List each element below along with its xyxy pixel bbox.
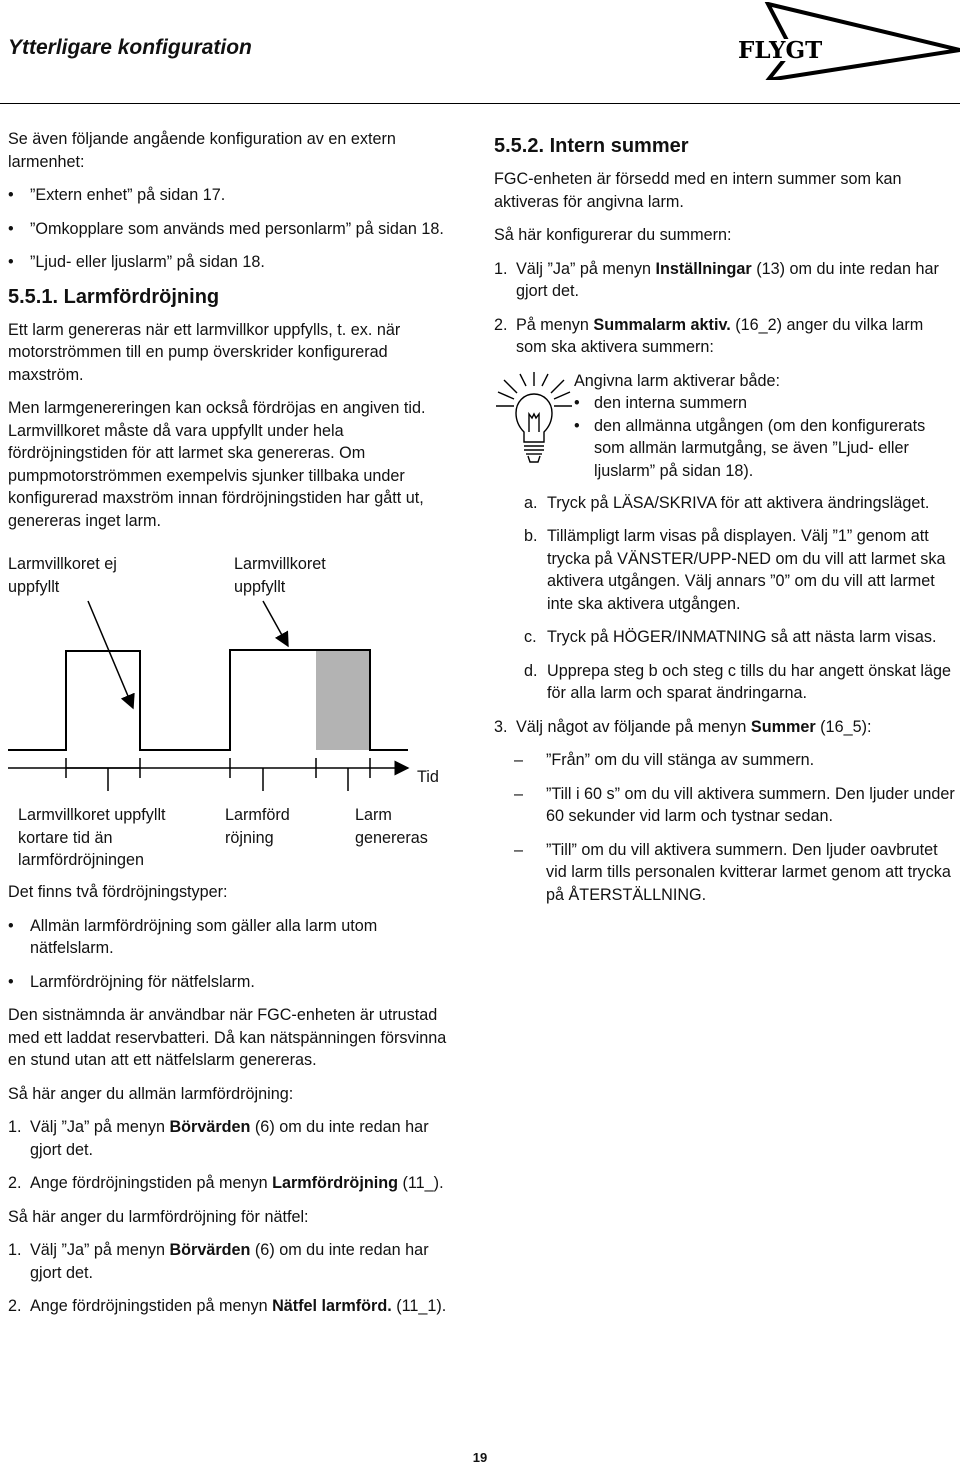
label-delay: Larmförd röjning [225,806,290,847]
note-bullet: • den interna summern [574,392,954,415]
step-item: 3. Välj något av följande på menyn Summer (16_5): [494,717,872,736]
reference-item: • ”Ljud- eller ljuslarm” på sidan 18. [8,251,463,274]
delay-type-item: • Allmän larmfördröjning som gäller alla larm utom nätfelslarm. [8,915,463,960]
alarm-delay-diagram [8,543,463,873]
paragraph: Så här anger du larmfördröjning för nätfel: [8,1207,309,1226]
left-column [8,128,463,1329]
reference-item: • ”Extern enhet” på sidan 17. [8,184,463,207]
flygt-logo [728,2,960,80]
paragraph: Men larmgenereringen kan också fördröjas en angiven tid. Larmvillkoret måste då vara uppfyllt under hela fördröjningstiden för att larmet ska genereras. Om pumpmotorströmmen exempelvis sjunker tillbaka under konfigurerad maxström innan fördröjningstiden har gått ut, genereras inget larm. [8,399,426,530]
paragraph: Det finns två fördröjningstyper: [8,883,228,901]
note-text [574,370,954,483]
paragraph: Så här konfigurerar du summern: [494,226,732,244]
paragraph: Ett larm genereras när ett larmvillkor uppfylls, t. ex. när motorströmmen till en pump överskrider konfigurerad maxström. [8,320,401,384]
paragraph: Den sistnämnda är användbar när FGC-enheten är utrustad med ett laddat reservbatteri. Då kan nätspänningen försvinna en stund utan att ett nätfelslarm genereras. [8,1006,447,1069]
lightbulb-icon [494,370,574,470]
buzzer-option: – ”Till i 60 s” om du vill aktivera summern. Den ljuder under 60 sekunder vid larm och tystnar sedan. [514,784,955,825]
section-heading-internal-buzzer: 5.5.2. Intern summer [494,135,689,157]
intro-paragraph: Se även följande angående konfiguration av en extern larmenhet: [8,130,396,171]
paragraph: Så här anger du allmän larmfördröjning: [8,1084,294,1103]
step-item: 2. Ange fördröjningstiden på menyn Nätfel larmförd. (11_1). [8,1297,447,1315]
label-time: Tid [417,768,439,786]
label-short-condition: Larmvillkoret uppfyllt kortare tid än larmfördröjningen [18,806,166,869]
delay-shaded-area [316,650,370,750]
substep-item: c. Tryck på HÖGER/INMATNING så att nästa larm visas. [524,628,937,646]
step-item: 1. Välj ”Ja” på menyn Börvärden (6) om du inte redan har gjort det. [8,1118,429,1159]
step-item: 1. Välj ”Ja” på menyn Börvärden (6) om du inte redan har gjort det. [8,1241,429,1282]
note-box [494,370,956,480]
delay-type-item: • Larmfördröjning för nätfelslarm. [8,971,463,994]
right-column [494,128,956,917]
label-condition-met: Larmvillkoret uppfyllt [234,555,326,596]
page-header-title: Ytterligare konfiguration [8,36,252,59]
step-item: 2. På menyn Summalarm aktiv. (16_2) anger du vilka larm som ska aktivera summern: [494,315,924,356]
note-line: Angivna larm aktiverar både: [574,371,781,390]
section-heading-alarm-delay: 5.5.1. Larmfördröjning [8,285,220,308]
substep-item: b. Tillämpligt larm visas på displayen. Välj ”1” genom att trycka på VÄNSTER/UPP-NED om du vill att larmet ska aktivera utgången. Välj annars ”0” om du vill att larmet inte ska aktivera utgången. [524,527,946,613]
note-bullet: • den allmänna utgången (om den konfigurerats som allmän larmutgång, se även ”Ljud- eller ljuslarm” på sidan 18). [574,415,954,483]
header-divider [0,103,960,104]
buzzer-option: – ”Från” om du vill stänga av summern. [514,751,815,769]
logo-text: FLYGT [738,37,823,64]
label-condition-not-met: Larmvillkoret ej uppfyllt [8,555,117,596]
label-alarm-generated: Larm genereras [355,806,428,847]
step-item: 1. Välj ”Ja” på menyn Inställningar (13) om du inte redan har gjort det. [494,259,939,300]
reference-item: • ”Omkopplare som används med personlarm” på sidan 18. [8,218,463,241]
substep-item: a. Tryck på LÄSA/SKRIVA för att aktivera ändringsläget. [524,493,930,512]
paragraph: FGC-enheten är försedd med en intern summer som kan aktiveras för angivna larm. [494,170,902,211]
page-number: 19 [472,1450,488,1465]
substep-item: d. Upprepa steg b och steg c tills du har angett önskat läge för alla larm och sparat ändringarna. [524,661,952,702]
step-item: 2. Ange fördröjningstiden på menyn Larmfördröjning (11_). [8,1174,444,1192]
buzzer-option: – ”Till” om du vill aktivera summern. Den ljuder oavbrutet vid larm tills personalen kvitterar larmet genom att trycka på ÅTERSTÄLLNING. [514,840,951,904]
